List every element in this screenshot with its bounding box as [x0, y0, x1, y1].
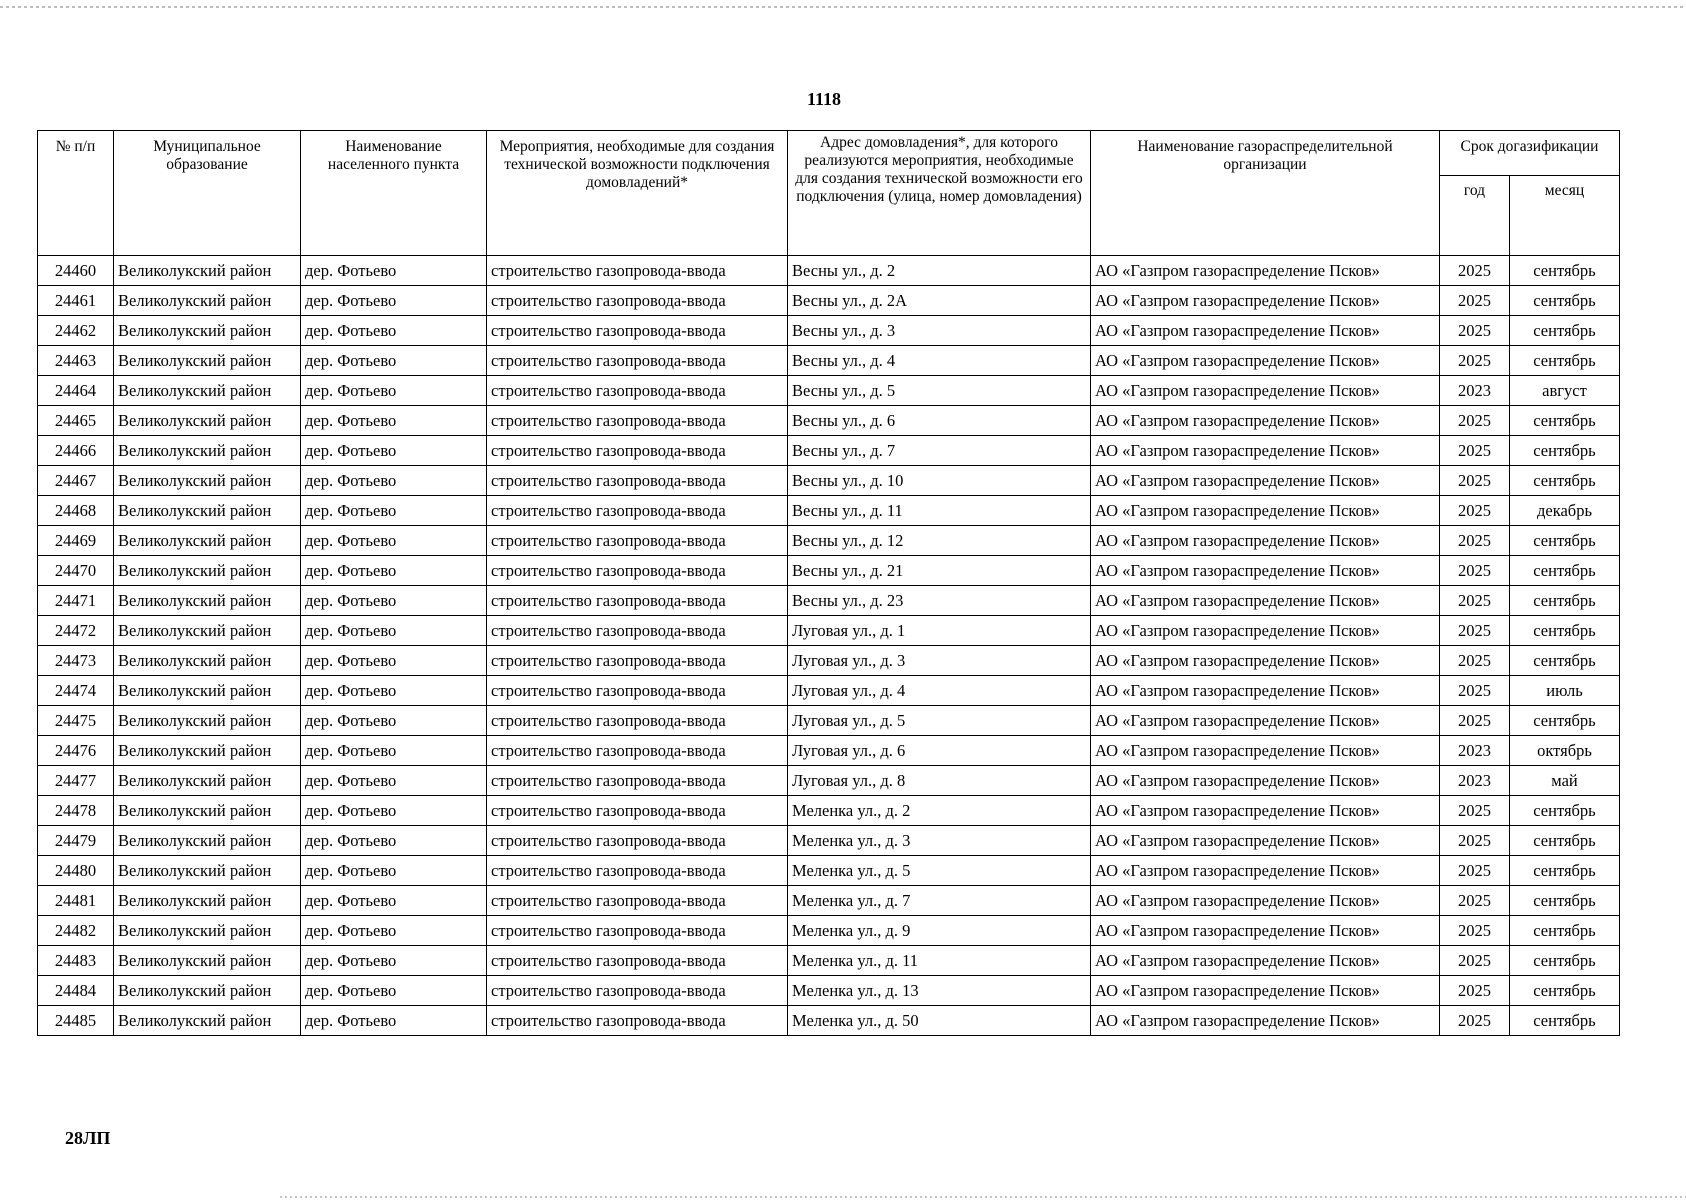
- row-activity: строительство газопровода-ввода: [487, 376, 788, 406]
- row-organization: АО «Газпром газораспределение Псков»: [1091, 856, 1440, 886]
- row-municipality: Великолукский район: [114, 706, 301, 736]
- row-settlement: дер. Фотьево: [301, 406, 487, 436]
- row-settlement: дер. Фотьево: [301, 766, 487, 796]
- row-year: 2023: [1440, 766, 1510, 796]
- table-row: [38, 646, 1620, 676]
- row-municipality: Великолукский район: [114, 1006, 301, 1036]
- row-organization: АО «Газпром газораспределение Псков»: [1091, 256, 1440, 286]
- row-organization: АО «Газпром газораспределение Псков»: [1091, 736, 1440, 766]
- row-number: 24475: [38, 706, 114, 736]
- row-municipality: Великолукский район: [114, 946, 301, 976]
- row-month: сентябрь: [1510, 316, 1620, 346]
- row-activity: строительство газопровода-ввода: [487, 886, 788, 916]
- row-municipality: Великолукский район: [114, 526, 301, 556]
- row-number: 24470: [38, 556, 114, 586]
- row-municipality: Великолукский район: [114, 316, 301, 346]
- row-year: 2025: [1440, 886, 1510, 916]
- row-activity: строительство газопровода-ввода: [487, 496, 788, 526]
- row-settlement: дер. Фотьево: [301, 346, 487, 376]
- row-number: 24463: [38, 346, 114, 376]
- row-activity: строительство газопровода-ввода: [487, 946, 788, 976]
- row-organization: АО «Газпром газораспределение Псков»: [1091, 316, 1440, 346]
- row-month: сентябрь: [1510, 946, 1620, 976]
- row-month: сентябрь: [1510, 286, 1620, 316]
- row-organization: АО «Газпром газораспределение Псков»: [1091, 706, 1440, 736]
- row-address: Весны ул., д. 21: [788, 556, 1091, 586]
- row-activity: строительство газопровода-ввода: [487, 796, 788, 826]
- row-settlement: дер. Фотьево: [301, 376, 487, 406]
- row-number: 24482: [38, 916, 114, 946]
- row-number: 24477: [38, 766, 114, 796]
- table-row: [38, 856, 1620, 886]
- row-number: 24460: [38, 256, 114, 286]
- row-municipality: Великолукский район: [114, 616, 301, 646]
- row-settlement: дер. Фотьево: [301, 946, 487, 976]
- row-number: 24469: [38, 526, 114, 556]
- table-row: [38, 616, 1620, 646]
- table-row: [38, 286, 1620, 316]
- row-number: 24467: [38, 466, 114, 496]
- row-month: май: [1510, 766, 1620, 796]
- scan-edge-top: [0, 6, 1686, 8]
- row-address: Луговая ул., д. 1: [788, 616, 1091, 646]
- row-municipality: Великолукский район: [114, 766, 301, 796]
- table-row: [38, 946, 1620, 976]
- row-activity: строительство газопровода-ввода: [487, 736, 788, 766]
- table-row: [38, 556, 1620, 586]
- row-address: Весны ул., д. 6: [788, 406, 1091, 436]
- row-address: Весны ул., д. 4: [788, 346, 1091, 376]
- row-activity: строительство газопровода-ввода: [487, 826, 788, 856]
- row-organization: АО «Газпром газораспределение Псков»: [1091, 916, 1440, 946]
- table-row: [38, 586, 1620, 616]
- table-row: [38, 976, 1620, 1006]
- row-municipality: Великолукский район: [114, 856, 301, 886]
- header-municipality: Муниципальное образование: [114, 131, 301, 256]
- row-year: 2023: [1440, 376, 1510, 406]
- table-row: [38, 766, 1620, 796]
- row-activity: строительство газопровода-ввода: [487, 316, 788, 346]
- row-organization: АО «Газпром газораспределение Псков»: [1091, 886, 1440, 916]
- table-row: [38, 526, 1620, 556]
- row-number: 24466: [38, 436, 114, 466]
- row-number: 24485: [38, 1006, 114, 1036]
- row-municipality: Великолукский район: [114, 376, 301, 406]
- row-settlement: дер. Фотьево: [301, 256, 487, 286]
- row-organization: АО «Газпром газораспределение Псков»: [1091, 346, 1440, 376]
- row-year: 2025: [1440, 586, 1510, 616]
- row-municipality: Великолукский район: [114, 346, 301, 376]
- row-organization: АО «Газпром газораспределение Псков»: [1091, 436, 1440, 466]
- row-activity: строительство газопровода-ввода: [487, 766, 788, 796]
- header-settlement: Наименование населенного пункта: [301, 131, 487, 256]
- row-number: 24481: [38, 886, 114, 916]
- row-month: сентябрь: [1510, 826, 1620, 856]
- row-organization: АО «Газпром газораспределение Псков»: [1091, 586, 1440, 616]
- row-address: Весны ул., д. 23: [788, 586, 1091, 616]
- row-municipality: Великолукский район: [114, 736, 301, 766]
- row-year: 2023: [1440, 736, 1510, 766]
- row-address: Меленка ул., д. 11: [788, 946, 1091, 976]
- row-organization: АО «Газпром газораспределение Псков»: [1091, 406, 1440, 436]
- row-settlement: дер. Фотьево: [301, 586, 487, 616]
- row-month: сентябрь: [1510, 706, 1620, 736]
- row-settlement: дер. Фотьево: [301, 976, 487, 1006]
- row-settlement: дер. Фотьево: [301, 436, 487, 466]
- row-municipality: Великолукский район: [114, 406, 301, 436]
- table-row: [38, 436, 1620, 466]
- row-settlement: дер. Фотьево: [301, 676, 487, 706]
- row-year: 2025: [1440, 526, 1510, 556]
- row-number: 24478: [38, 796, 114, 826]
- row-year: 2025: [1440, 856, 1510, 886]
- row-number: 24471: [38, 586, 114, 616]
- row-municipality: Великолукский район: [114, 976, 301, 1006]
- header-organization: Наименование газораспределительной организации: [1091, 131, 1440, 256]
- row-settlement: дер. Фотьево: [301, 736, 487, 766]
- row-settlement: дер. Фотьево: [301, 286, 487, 316]
- table-row: [38, 256, 1620, 286]
- row-settlement: дер. Фотьево: [301, 856, 487, 886]
- row-settlement: дер. Фотьево: [301, 826, 487, 856]
- row-organization: АО «Газпром газораспределение Псков»: [1091, 526, 1440, 556]
- table-row: [38, 736, 1620, 766]
- row-activity: строительство газопровода-ввода: [487, 466, 788, 496]
- row-number: 24462: [38, 316, 114, 346]
- row-organization: АО «Газпром газораспределение Псков»: [1091, 676, 1440, 706]
- row-year: 2025: [1440, 256, 1510, 286]
- row-organization: АО «Газпром газораспределение Псков»: [1091, 496, 1440, 526]
- row-year: 2025: [1440, 676, 1510, 706]
- row-settlement: дер. Фотьево: [301, 886, 487, 916]
- row-month: сентябрь: [1510, 436, 1620, 466]
- row-number: 24473: [38, 646, 114, 676]
- row-number: 24483: [38, 946, 114, 976]
- row-month: август: [1510, 376, 1620, 406]
- row-number: 24468: [38, 496, 114, 526]
- row-year: 2025: [1440, 826, 1510, 856]
- row-settlement: дер. Фотьево: [301, 316, 487, 346]
- row-month: сентябрь: [1510, 256, 1620, 286]
- row-settlement: дер. Фотьево: [301, 646, 487, 676]
- row-organization: АО «Газпром газораспределение Псков»: [1091, 286, 1440, 316]
- row-activity: строительство газопровода-ввода: [487, 256, 788, 286]
- row-organization: АО «Газпром газораспределение Псков»: [1091, 1006, 1440, 1036]
- row-number: 24461: [38, 286, 114, 316]
- row-activity: строительство газопровода-ввода: [487, 526, 788, 556]
- row-municipality: Великолукский район: [114, 556, 301, 586]
- table-row: [38, 466, 1620, 496]
- row-month: сентябрь: [1510, 646, 1620, 676]
- table-row: [38, 1006, 1620, 1036]
- row-month: октябрь: [1510, 736, 1620, 766]
- row-address: Меленка ул., д. 5: [788, 856, 1091, 886]
- row-settlement: дер. Фотьево: [301, 496, 487, 526]
- row-month: сентябрь: [1510, 406, 1620, 436]
- table-row: [38, 706, 1620, 736]
- row-settlement: дер. Фотьево: [301, 526, 487, 556]
- row-year: 2025: [1440, 916, 1510, 946]
- row-month: декабрь: [1510, 496, 1620, 526]
- row-municipality: Великолукский район: [114, 436, 301, 466]
- row-organization: АО «Газпром газораспределение Псков»: [1091, 616, 1440, 646]
- row-organization: АО «Газпром газораспределение Псков»: [1091, 796, 1440, 826]
- row-activity: строительство газопровода-ввода: [487, 1006, 788, 1036]
- row-address: Весны ул., д. 12: [788, 526, 1091, 556]
- row-activity: строительство газопровода-ввода: [487, 616, 788, 646]
- row-address: Меленка ул., д. 9: [788, 916, 1091, 946]
- row-organization: АО «Газпром газораспределение Псков»: [1091, 376, 1440, 406]
- gasification-table: [37, 130, 1620, 1036]
- row-month: сентябрь: [1510, 586, 1620, 616]
- row-year: 2025: [1440, 466, 1510, 496]
- row-number: 24479: [38, 826, 114, 856]
- page-number: 1118: [806, 89, 841, 109]
- row-address: Меленка ул., д. 7: [788, 886, 1091, 916]
- row-address: Меленка ул., д. 50: [788, 1006, 1091, 1036]
- table-row: [38, 796, 1620, 826]
- row-year: 2025: [1440, 706, 1510, 736]
- row-year: 2025: [1440, 346, 1510, 376]
- row-activity: строительство газопровода-ввода: [487, 586, 788, 616]
- header-year: год: [1440, 176, 1510, 256]
- table-row: [38, 316, 1620, 346]
- row-year: 2025: [1440, 796, 1510, 826]
- header-address: Адрес домовладения*, для которого реализуются мероприятия, необходимые для создания технической возможности его подключения (улица, номер домовладения): [788, 131, 1091, 256]
- row-number: 24480: [38, 856, 114, 886]
- row-settlement: дер. Фотьево: [301, 556, 487, 586]
- row-organization: АО «Газпром газораспределение Псков»: [1091, 466, 1440, 496]
- row-municipality: Великолукский район: [114, 796, 301, 826]
- row-settlement: дер. Фотьево: [301, 706, 487, 736]
- row-municipality: Великолукский район: [114, 286, 301, 316]
- row-address: Весны ул., д. 5: [788, 376, 1091, 406]
- header-month: месяц: [1510, 176, 1620, 256]
- table-row: [38, 406, 1620, 436]
- row-organization: АО «Газпром газораспределение Псков»: [1091, 556, 1440, 586]
- row-organization: АО «Газпром газораспределение Псков»: [1091, 646, 1440, 676]
- row-address: Весны ул., д. 3: [788, 316, 1091, 346]
- row-activity: строительство газопровода-ввода: [487, 646, 788, 676]
- table-row: [38, 916, 1620, 946]
- row-month: сентябрь: [1510, 466, 1620, 496]
- row-address: Весны ул., д. 7: [788, 436, 1091, 466]
- table-row: [38, 496, 1620, 526]
- row-activity: строительство газопровода-ввода: [487, 286, 788, 316]
- row-month: сентябрь: [1510, 526, 1620, 556]
- header-deadline: Срок догазификации: [1440, 131, 1620, 176]
- row-activity: строительство газопровода-ввода: [487, 856, 788, 886]
- row-address: Меленка ул., д. 2: [788, 796, 1091, 826]
- row-settlement: дер. Фотьево: [301, 1006, 487, 1036]
- row-year: 2025: [1440, 316, 1510, 346]
- row-address: Луговая ул., д. 3: [788, 646, 1091, 676]
- row-month: сентябрь: [1510, 796, 1620, 826]
- row-municipality: Великолукский район: [114, 886, 301, 916]
- row-year: 2025: [1440, 616, 1510, 646]
- row-municipality: Великолукский район: [114, 826, 301, 856]
- row-address: Весны ул., д. 2А: [788, 286, 1091, 316]
- row-address: Весны ул., д. 2: [788, 256, 1091, 286]
- row-activity: строительство газопровода-ввода: [487, 916, 788, 946]
- row-number: 24484: [38, 976, 114, 1006]
- header-activities: Мероприятия, необходимые для создания технической возможности подключения домовладений*: [487, 131, 788, 256]
- table-row: [38, 376, 1620, 406]
- row-month: июль: [1510, 676, 1620, 706]
- table-row: [38, 826, 1620, 856]
- row-address: Меленка ул., д. 13: [788, 976, 1091, 1006]
- row-month: сентябрь: [1510, 976, 1620, 1006]
- row-municipality: Великолукский район: [114, 496, 301, 526]
- table-row: [38, 346, 1620, 376]
- row-year: 2025: [1440, 436, 1510, 466]
- scan-edge-bottom: [280, 1196, 1686, 1198]
- row-settlement: дер. Фотьево: [301, 466, 487, 496]
- row-activity: строительство газопровода-ввода: [487, 556, 788, 586]
- row-settlement: дер. Фотьево: [301, 796, 487, 826]
- row-organization: АО «Газпром газораспределение Псков»: [1091, 946, 1440, 976]
- row-month: сентябрь: [1510, 616, 1620, 646]
- row-municipality: Великолукский район: [114, 646, 301, 676]
- row-month: сентябрь: [1510, 916, 1620, 946]
- row-year: 2025: [1440, 976, 1510, 1006]
- row-month: сентябрь: [1510, 886, 1620, 916]
- row-month: сентябрь: [1510, 346, 1620, 376]
- row-activity: строительство газопровода-ввода: [487, 406, 788, 436]
- row-address: Луговая ул., д. 4: [788, 676, 1091, 706]
- header-num: № п/п: [38, 131, 114, 256]
- row-municipality: Великолукский район: [114, 916, 301, 946]
- row-year: 2025: [1440, 496, 1510, 526]
- row-address: Весны ул., д. 11: [788, 496, 1091, 526]
- row-activity: строительство газопровода-ввода: [487, 976, 788, 1006]
- row-municipality: Великолукский район: [114, 676, 301, 706]
- row-municipality: Великолукский район: [114, 466, 301, 496]
- row-activity: строительство газопровода-ввода: [487, 346, 788, 376]
- row-address: Луговая ул., д. 8: [788, 766, 1091, 796]
- row-month: сентябрь: [1510, 1006, 1620, 1036]
- table-row: [38, 886, 1620, 916]
- row-address: Меленка ул., д. 3: [788, 826, 1091, 856]
- row-number: 24472: [38, 616, 114, 646]
- footer-code: 28ЛП: [65, 1128, 111, 1148]
- row-activity: строительство газопровода-ввода: [487, 676, 788, 706]
- row-organization: АО «Газпром газораспределение Псков»: [1091, 976, 1440, 1006]
- row-settlement: дер. Фотьево: [301, 916, 487, 946]
- row-month: сентябрь: [1510, 556, 1620, 586]
- row-number: 24476: [38, 736, 114, 766]
- row-address: Луговая ул., д. 6: [788, 736, 1091, 766]
- row-year: 2025: [1440, 406, 1510, 436]
- row-year: 2025: [1440, 1006, 1510, 1036]
- row-number: 24474: [38, 676, 114, 706]
- row-municipality: Великолукский район: [114, 256, 301, 286]
- row-number: 24464: [38, 376, 114, 406]
- row-number: 24465: [38, 406, 114, 436]
- row-address: Луговая ул., д. 5: [788, 706, 1091, 736]
- row-month: сентябрь: [1510, 856, 1620, 886]
- row-year: 2025: [1440, 556, 1510, 586]
- row-municipality: Великолукский район: [114, 586, 301, 616]
- row-year: 2025: [1440, 286, 1510, 316]
- row-year: 2025: [1440, 646, 1510, 676]
- row-activity: строительство газопровода-ввода: [487, 436, 788, 466]
- table-body: [38, 256, 1620, 1036]
- row-address: Весны ул., д. 10: [788, 466, 1091, 496]
- row-organization: АО «Газпром газораспределение Псков»: [1091, 826, 1440, 856]
- row-year: 2025: [1440, 946, 1510, 976]
- row-organization: АО «Газпром газораспределение Псков»: [1091, 766, 1440, 796]
- row-activity: строительство газопровода-ввода: [487, 706, 788, 736]
- row-settlement: дер. Фотьево: [301, 616, 487, 646]
- table-row: [38, 676, 1620, 706]
